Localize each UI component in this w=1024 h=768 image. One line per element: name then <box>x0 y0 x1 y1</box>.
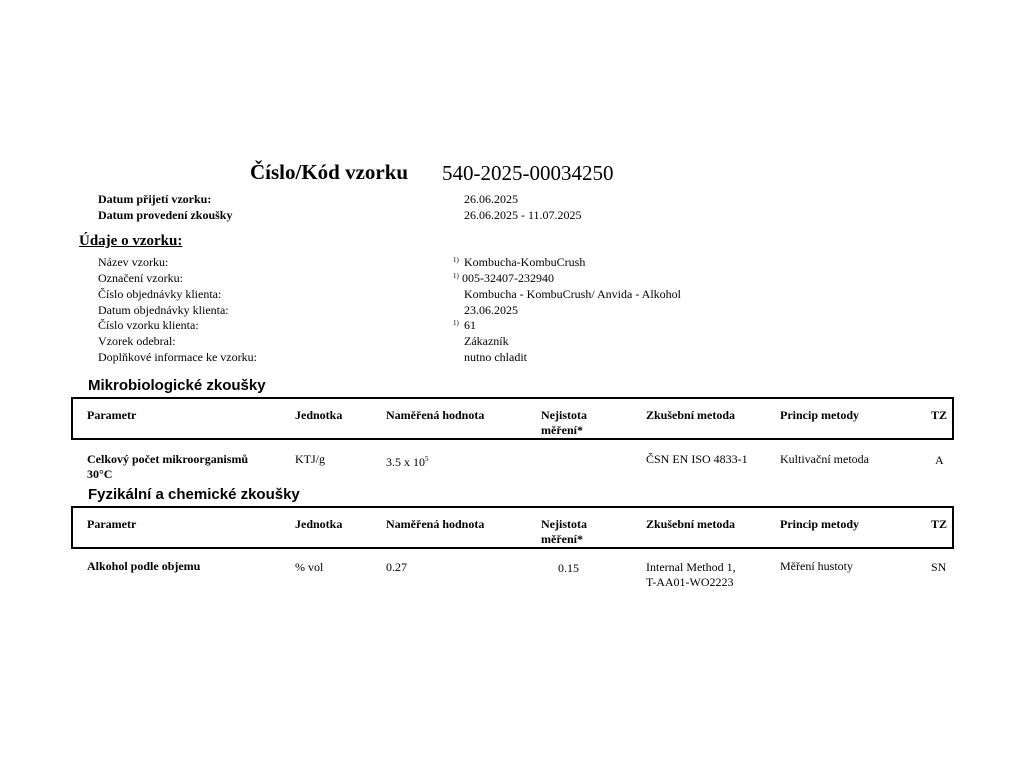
micro-principle: Kultivační metoda <box>780 452 869 466</box>
col-uncertainty-2: měření* <box>541 423 583 437</box>
chem-method: Internal Method 1, <box>646 560 736 574</box>
sample-code-value: 540-2025-00034250 <box>442 161 614 185</box>
col-uncertainty-2: měření* <box>541 532 583 546</box>
info-value: Kombucha-KombuCrush <box>464 255 586 269</box>
micro-param-2: 30°C <box>87 467 113 481</box>
col-tz: TZ <box>931 408 948 422</box>
col-param: Parametr <box>87 408 137 422</box>
footnote-mark: 1) <box>453 319 459 327</box>
footnote-mark: 1) <box>453 272 459 280</box>
micro-param: Celkový počet mikroorganismů <box>87 452 249 466</box>
micro-tz: A <box>935 453 944 467</box>
col-uncertainty: Nejistota <box>541 517 587 531</box>
chem-uncertainty: 0.15 <box>558 561 579 575</box>
info-label: Číslo objednávky klienta: <box>98 287 222 301</box>
info-label: Číslo vzorku klienta: <box>98 318 199 332</box>
col-tz: TZ <box>931 517 948 531</box>
micro-unit: KTJ/g <box>295 452 325 466</box>
info-label: Datum objednávky klienta: <box>98 303 229 317</box>
info-label: Vzorek odebral: <box>98 334 176 348</box>
info-value: 23.06.2025 <box>464 303 518 317</box>
chem-section-title: Fyzikální a chemické zkoušky <box>88 486 300 503</box>
info-label: Označení vzorku: <box>98 271 183 285</box>
col-method: Zkušební metoda <box>646 408 736 422</box>
date-tested-value: 26.06.2025 - 11.07.2025 <box>464 208 582 222</box>
chem-unit: % vol <box>295 560 324 574</box>
info-label: Název vzorku: <box>98 255 169 269</box>
date-received-label: Datum přijetí vzorku: <box>98 192 212 206</box>
info-value: nutno chladit <box>464 350 527 364</box>
micro-section-title: Mikrobiologické zkoušky <box>88 377 266 394</box>
col-principle: Princip metody <box>780 517 859 531</box>
footnote-mark: 1) <box>453 256 459 264</box>
col-method: Zkušební metoda <box>646 517 736 531</box>
info-value: 005-32407-232940 <box>462 271 554 285</box>
date-received-value: 26.06.2025 <box>464 192 518 206</box>
chem-principle: Měření hustoty <box>780 559 853 573</box>
chem-tz: SN <box>931 560 947 574</box>
chem-table-header <box>71 506 954 549</box>
col-unit: Jednotka <box>295 408 343 422</box>
date-tested-label: Datum provedení zkoušky <box>98 208 233 222</box>
col-measured: Naměřená hodnota <box>386 408 485 422</box>
info-value: Kombucha - KombuCrush/ Anvida - Alkohol <box>464 287 681 301</box>
sample-info-heading: Údaje o vzorku: <box>79 233 183 249</box>
info-value: 61 <box>464 318 476 332</box>
micro-method: ČSN EN ISO 4833-1 <box>646 452 748 466</box>
sample-code-label: Číslo/Kód vzorku <box>250 160 409 184</box>
micro-measured: 3.5 x $10^5$ <box>386 455 429 469</box>
info-value: Zákazník <box>464 334 509 348</box>
col-principle: Princip metody <box>780 408 859 422</box>
chem-method-2: T-AA01-WO2223 <box>646 575 734 589</box>
chem-param: Alkohol podle objemu <box>87 559 201 573</box>
micro-table-header <box>71 397 954 440</box>
col-param: Parametr <box>87 517 137 531</box>
col-uncertainty: Nejistota <box>541 408 587 422</box>
info-label: Doplňkové informace ke vzorku: <box>98 350 257 364</box>
col-measured: Naměřená hodnota <box>386 517 485 531</box>
chem-measured: 0.27 <box>386 560 407 574</box>
col-unit: Jednotka <box>295 517 343 531</box>
